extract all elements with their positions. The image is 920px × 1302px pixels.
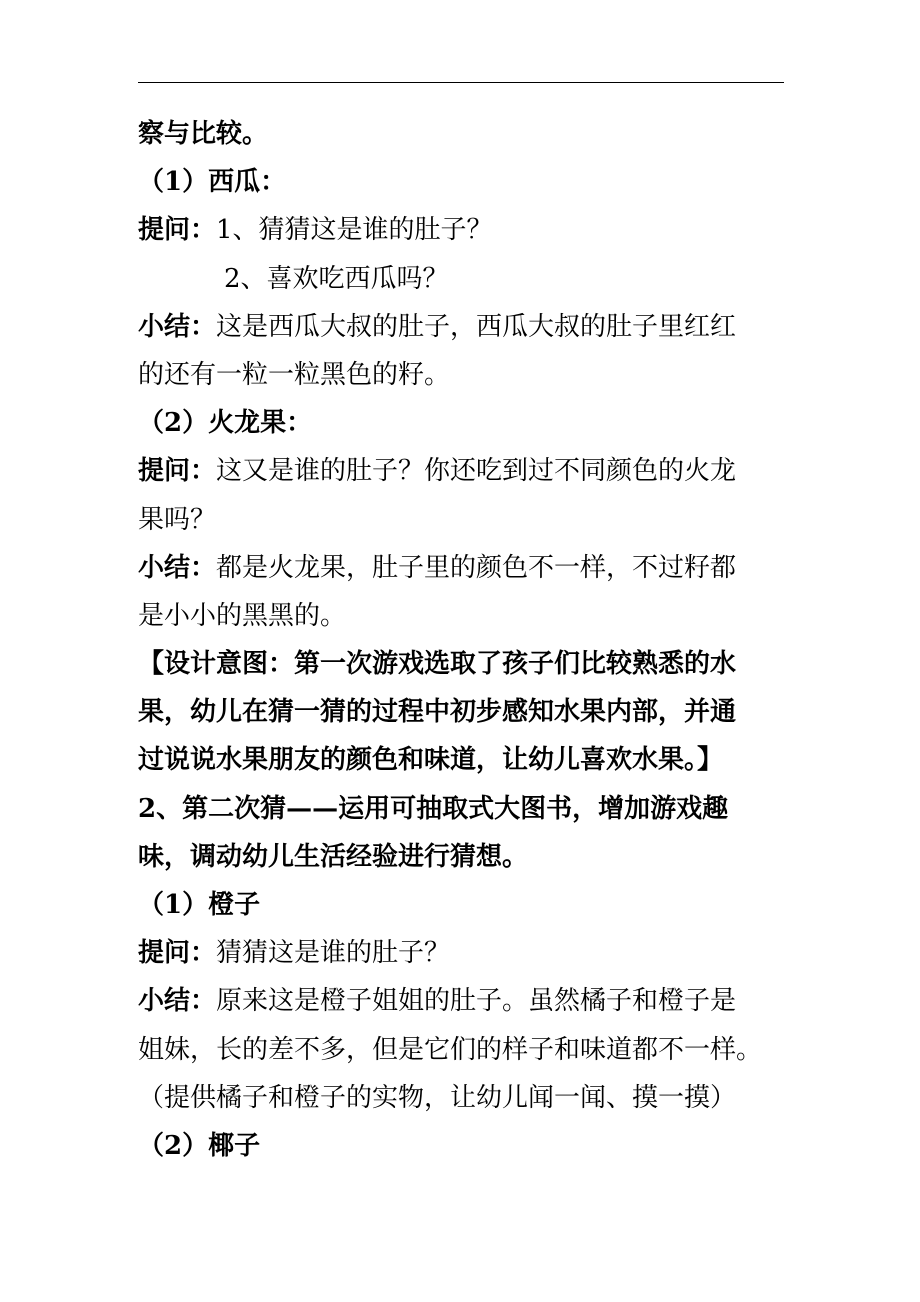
bold-text: 小结： [138,552,217,583]
bold-text: （2）火龙果： [138,408,313,439]
bold-text: 过说说水果朋友的颜色和味道，让幼儿喜欢水果。】 [138,745,724,776]
bold-text: 提问： [138,938,217,969]
plain-text: 这又是谁的肚子？你还吃到过不同颜色的火龙 [216,456,737,487]
plain-text: 猜猜这是谁的肚子？ [216,938,451,969]
text-line [138,303,788,351]
bold-text: （1）橙子 [138,890,261,920]
text-line [138,977,788,1025]
section-heading [138,158,788,206]
bold-text: 【设计意图：第一次游戏选取了孩子们比较熟悉的水 [138,649,737,680]
plain-text: 原来这是橙子姐姐的肚子。虽然橘子和橙子是 [216,986,737,1017]
section-heading [138,881,788,929]
text-line [138,1074,788,1122]
plain-text: 2、喜欢吃西瓜吗？ [224,263,449,294]
document-body [138,110,788,1170]
text-line [138,544,788,592]
text-line [138,351,788,399]
design-intent-line [138,640,788,688]
step-heading [138,833,788,881]
bold-text: 果，幼儿在猜一猜的过程中初步感知水果内部，并通 [138,697,737,728]
text-line [138,929,788,977]
plain-text: 姐妹，长的差不多，但是它们的样子和味道都不一样。 [138,1034,763,1065]
plain-text: 1、猜猜这是谁的肚子？ [216,215,493,246]
design-intent-line [138,688,788,736]
bold-text: 提问： [138,215,217,246]
design-intent-line [138,736,788,784]
bold-text: 察与比较。 [138,119,269,149]
bold-text: （1）西瓜： [138,167,287,198]
header-rule [138,82,784,83]
text-line [138,1026,788,1074]
plain-text: 是小小的黑黑的。 [138,600,347,631]
text-line [138,592,788,640]
text-line [138,110,788,158]
section-heading [138,399,788,447]
text-line [138,496,788,544]
plain-text: 果吗？ [138,504,217,535]
bold-text: 2、第二次猜——运用可抽取式大图书，增加游戏趣 [138,793,729,824]
section-heading [138,1122,788,1170]
plain-text: 都是火龙果，肚子里的颜色不一样，不过籽都 [216,552,737,583]
plain-text: （提供橘子和橙子的实物，让幼儿闻一闻、摸一摸） [138,1082,737,1113]
bold-text: 提问： [138,456,217,487]
plain-text: 的还有一粒一粒黑色的籽。 [138,359,451,390]
bold-text: 味，调动幼儿生活经验进行猜想。 [138,841,529,872]
text-line [138,206,788,254]
text-line [138,447,788,495]
bold-text: 小结： [138,311,217,342]
bold-text: （2）椰子 [138,1130,261,1161]
bold-text: 小结： [138,986,217,1017]
plain-text: 这是西瓜大叔的肚子，西瓜大叔的肚子里红红 [216,311,737,342]
step-heading [138,785,788,833]
text-line [138,255,788,303]
